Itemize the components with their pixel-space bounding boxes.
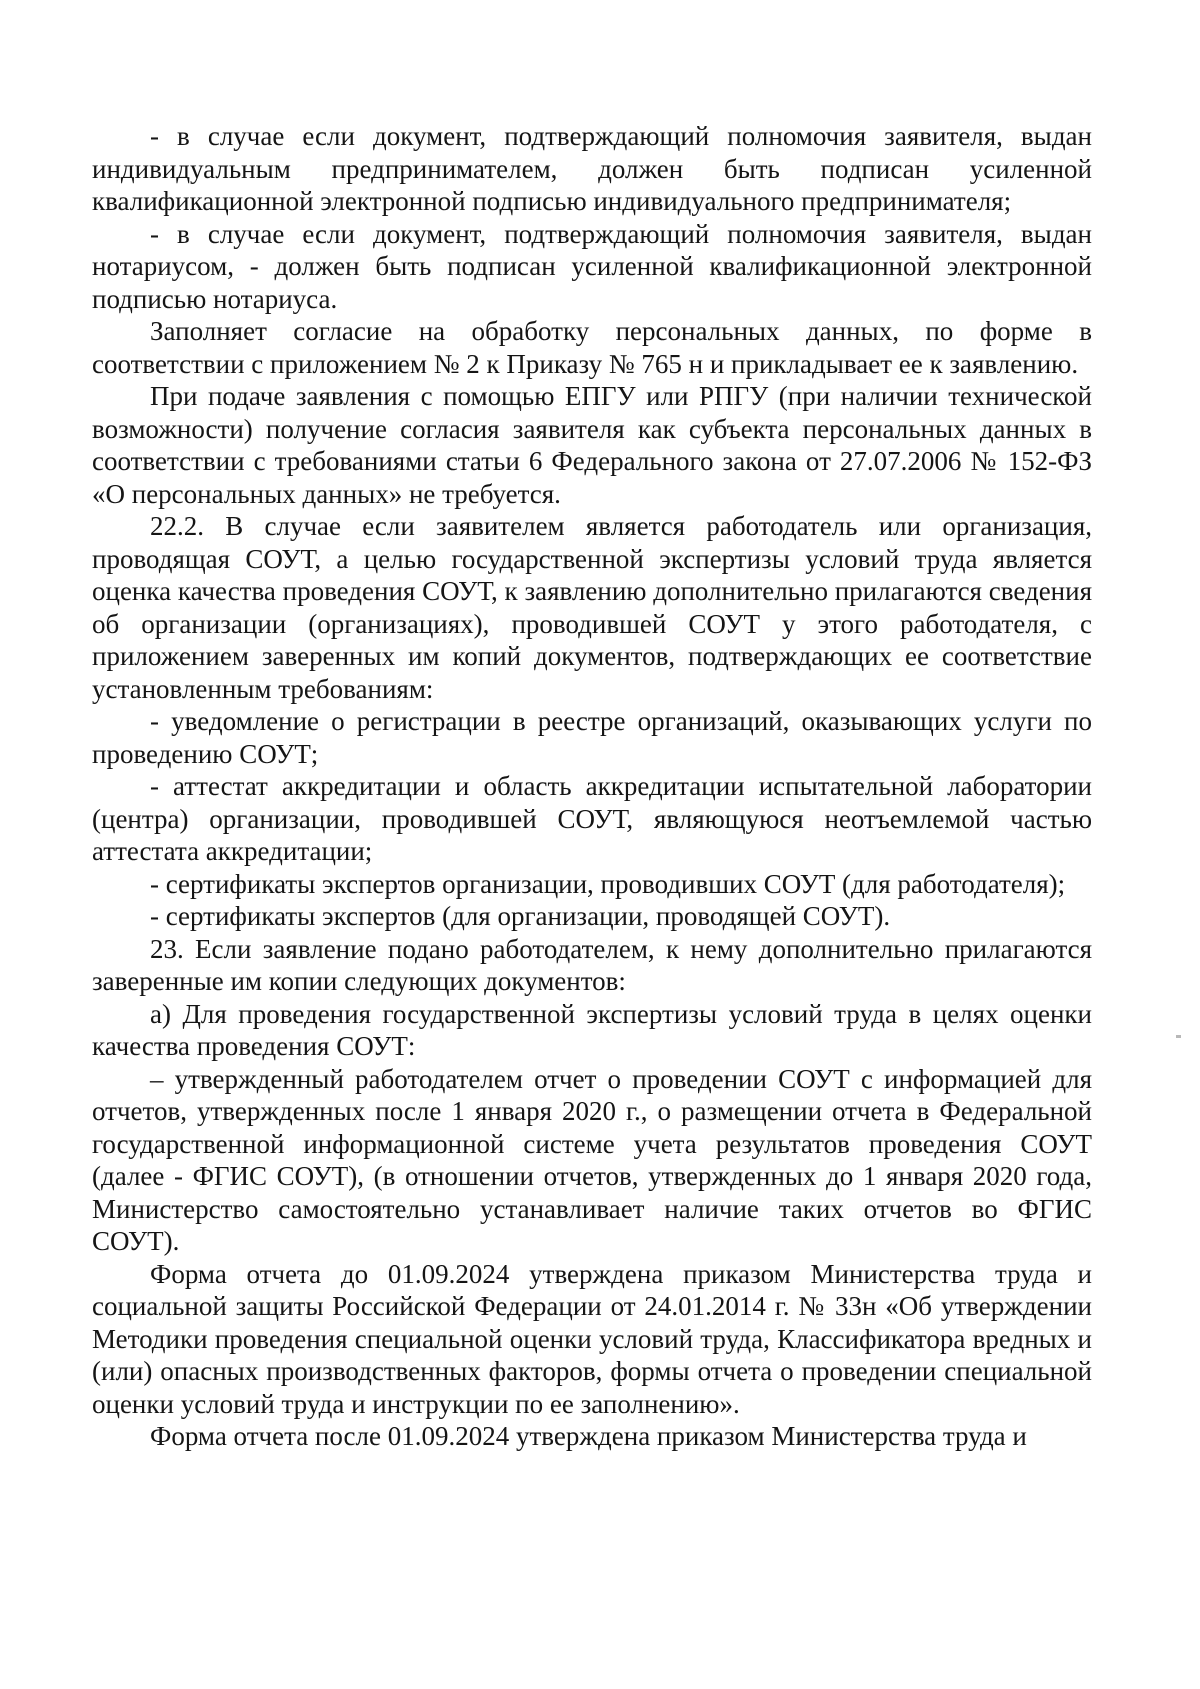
paragraph-report-form-after: Форма отчета после 01.09.2024 утверждена приказом Министерства труда и <box>150 1421 1027 1451</box>
document-page <box>92 120 1092 1453</box>
scan-artifact <box>1176 1035 1181 1038</box>
paragraph-epgu-consent: При подаче заявления с помощью ЕПГУ или РПГУ (при наличии технической возможности) получение согласия заявителя как субъекта персональных данных в соответствии с требованиями статьи 6 Федерального закона от 27.07.2006 № 152-ФЗ «О персональных данных» не требуется. <box>92 381 1092 509</box>
list-item-expert-certificates-org: - сертификаты экспертов (для организации, проводящей СОУТ). <box>150 901 891 931</box>
list-item-expert-certificates-employer: - сертификаты экспертов организации, проводивших СОУТ (для работодателя); <box>150 868 1066 899</box>
paragraph-consent-form: Заполняет согласие на обработку персональных данных, по форме в соответствии с приложением № 2 к Приказу № 765 н и прикладывает ее к заявлению. <box>92 316 1092 379</box>
paragraph-23-a: а) Для проведения государственной экспертизы условий труда в целях оценки качества проведения СОУТ: <box>92 998 1092 1061</box>
paragraph-ip-signature: - в случае если документ, подтверждающий полномочия заявителя, выдан индивидуальным предпринимателем, должен быть подписан усиленной квалификационной электронной подписью индивидуального предпринимателя; <box>92 121 1092 216</box>
list-item-accreditation: - аттестат аккредитации и область аккредитации испытательной лаборатории (центра) организации, проводившей СОУТ, являющуюся неотъемлемой частью аттестата аккредитации; <box>92 771 1092 866</box>
paragraph-notary-signature: - в случае если документ, подтверждающий полномочия заявителя, выдан нотариусом, - должен быть подписан усиленной квалификационной электронной подписью нотариуса. <box>92 218 1092 314</box>
paragraph-report-form-before: Форма отчета до 01.09.2024 утверждена приказом Министерства труда и социальной защиты Российской Федерации от 24.01.2014 г. № 33н «Об утверждении Методики проведения специальной оценки условий труда, Классификатора вредных и (или) опасных производственных факторов, формы отчета о проведении специальной оценки условий труда и инструкции по ее заполнению». <box>92 1258 1092 1419</box>
list-item-registry-notice: - уведомление о регистрации в реестре организаций, оказывающих услуги по проведению СОУТ; <box>92 706 1092 769</box>
list-item-sout-report: – утвержденный работодателем отчет о проведении СОУТ с информацией для отчетов, утвержденных после 1 января 2020 г., о размещении отчета в Федеральной государственной информационной системе учета результатов проведения СОУТ (далее - ФГИС СОУТ), (в отношении отчетов, утвержденных до 1 января 2020 года, Министерство самостоятельно устанавливает наличие таких отчетов во ФГИС СОУТ). <box>92 1063 1092 1256</box>
paragraph-23: 23. Если заявление подано работодателем, к нему дополнительно прилагаются заверенные им копии следующих документов: <box>92 933 1092 996</box>
paragraph-22-2: 22.2. В случае если заявителем является работодатель или организация, проводящая СОУТ, а целью государственной экспертизы условий труда является оценка качества проведения СОУТ, к заявлению дополнительно прилагаются сведения об организации (организациях), проводившей СОУТ у этого работодателя, с приложением заверенных им копий документов, подтверждающих ее соответствие установленным требованиям: <box>92 511 1092 704</box>
